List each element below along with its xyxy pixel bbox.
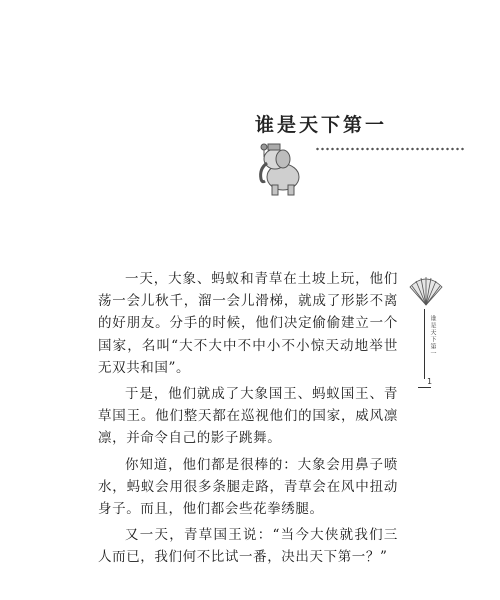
page-tick (418, 387, 431, 388)
paragraph-3: 你知道，他们都是很棒的：大象会用鼻子喷水，蚂蚁会用很多条腿走路，青草会在风中扭动身子。而且，他们都会些花拳绣腿。 (98, 456, 398, 518)
elephant-illustration (245, 135, 315, 200)
seashell-icon (408, 275, 444, 307)
body-text (98, 268, 398, 573)
side-tab (400, 275, 450, 395)
page-number: 1 (427, 377, 433, 386)
chapter-title: 谁是天下第一 (255, 114, 388, 136)
paragraph-4: 又一天，青草国王说：“当今大侠就我们三人而已，我们何不比试一番，决出天下第一？” (98, 527, 398, 566)
paragraph-2: 于是，他们就成了大象国王、蚂蚁国王、青草国王。他们整天都在巡视他们的国家，威风凛凛，并命令自己的影子跳舞。 (98, 386, 398, 447)
title-dotted-rule (315, 147, 465, 151)
side-rule (424, 309, 425, 379)
paragraph-1: 一天，大象、蚂蚁和青草在土坡上玩，他们荡一会儿秋千，溜一会儿滑梯，就成了形影不离的好朋友。分手的时候，他们决定偷偷建立一个国家，名叫“大不大中不中小不小惊天动地举世无双共和国”。 (98, 271, 398, 376)
side-label: 谁是天下第一 (429, 315, 436, 357)
